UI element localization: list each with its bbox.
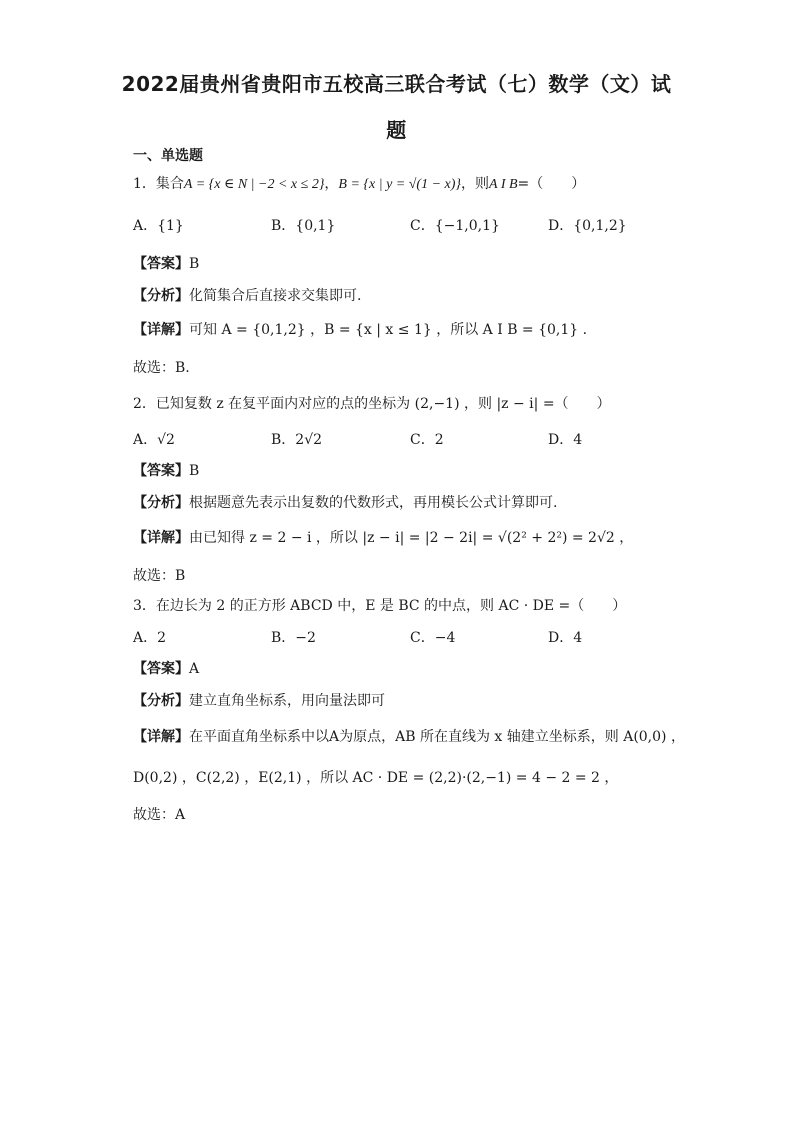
q3-detail-tag: 【详解】 [133,729,189,745]
q2-option-c: C．2 [410,432,444,448]
q2-answer [133,461,693,481]
q2-detail-tag: 【详解】 [133,530,189,546]
q2-analysis [133,493,693,513]
q1-stem [133,174,693,195]
q2-option-b: B．2√2 [271,432,323,448]
q3-analysis [133,691,693,711]
q1-stem-mid: ，则 [461,176,490,192]
q2-analysis-tag: 【分析】 [133,495,189,511]
q3-option-b: B．−2 [271,630,316,646]
q1-stem-suffix: =（ ） [517,176,586,192]
q3-detail-line1 [133,727,693,747]
q2-choice: 故选：B [133,568,186,584]
q1-detail [133,320,693,340]
q2-answer-tag: 【答案】 [133,463,189,479]
q2-answer-value: B [189,463,200,479]
q2-detail [133,528,693,548]
q1-analysis-text: 化简集合后直接求交集即可. [189,288,362,304]
q2-analysis-text: 根据题意先表示出复数的代数形式，再用模长公式计算即可. [189,495,558,511]
q1-analysis-tag: 【分析】 [133,288,189,304]
q2-stem: 2．已知复数 z 在复平面内对应的点的坐标为 (2,−1) ，则 |z − i| =（ ） [133,396,611,412]
q1-choice: 故选：B. [133,360,190,376]
q1-stem-prefix: 1．集合 [133,176,184,192]
q1-answer-tag: 【答案】 [133,256,189,272]
q3-analysis-text: 建立直角坐标系，用向量法即可 [189,693,385,709]
q3-answer-value: A [189,661,200,677]
q3-answer [133,659,693,679]
q1-option-c: C．{−1,0,1} [410,218,500,234]
q1-set-b: B = {x | y = √(1 − x)} [338,177,462,192]
q1-analysis [133,286,693,306]
q1-answer-value: B [189,256,200,272]
q2-option-d: D．4 [548,432,583,448]
section-heading: 一、单选题 [133,148,203,164]
q3-detail-line2: D(0,2) ，C(2,2) ，E(2,1) ，所以 AC · DE = (2,2)·(2,−1) = 4 − 2 = 2 ， [133,770,619,786]
q3-analysis-tag: 【分析】 [133,693,189,709]
q1-expression: A I B [489,177,518,192]
q3-option-a: A．2 [133,630,167,646]
q1-option-b: B．{0,1} [271,218,336,234]
q3-stem: 3．在边长为 2 的正方形 ABCD 中，E 是 BC 的中点，则 AC · DE =（ ） [133,598,627,614]
q3-answer-tag: 【答案】 [133,661,189,677]
q3-detail-text1: 在平面直角坐标系中以A为原点，AB 所在直线为 x 轴建立坐标系，则 A(0,0) ， [189,729,685,745]
q2-detail-text: 由已知得 z = 2 − i ，所以 |z − i| = |2 − 2i| = √(2² + 2²) = 2√2 ， [189,530,634,546]
q1-option-a: A．{1} [133,218,184,234]
doc-title-line1: 2022届贵州省贵阳市五校高三联合考试（七）数学（文）试 [121,72,672,96]
q1-option-d: D．{0,1,2} [548,218,627,234]
q3-option-d: D．4 [548,630,583,646]
q1-set-a: A = {x ∈ N | −2 < x ≤ 2} [183,177,325,192]
q1-answer [133,254,693,274]
q1-detail-text: 可知 A = {0,1,2} ，B = {x | x ≤ 1} ，所以 A I B = {0,1} . [189,322,588,338]
q3-option-c: C．−4 [410,630,456,646]
q1-separator: ， [324,176,339,192]
q1-detail-tag: 【详解】 [133,322,189,338]
q3-choice: 故选：A [133,807,186,823]
q2-option-a: A．√2 [133,432,175,448]
doc-title-line2: 题 [386,118,407,142]
